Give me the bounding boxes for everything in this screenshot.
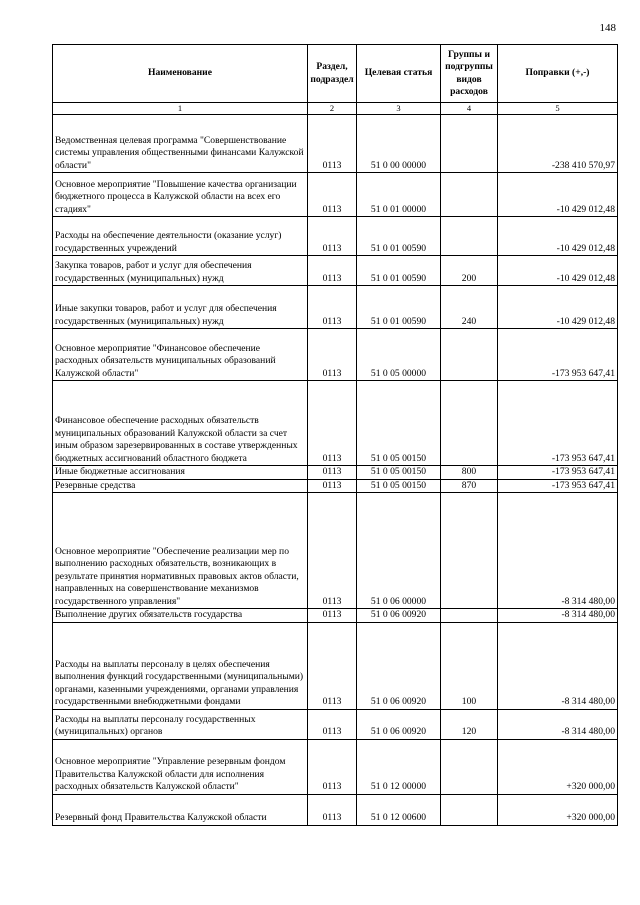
- row-amount: -173 953 647,41: [498, 381, 618, 466]
- row-article: 51 0 06 00920: [357, 622, 441, 709]
- row-name: Резервные средства: [53, 479, 308, 493]
- row-amount: -238 410 570,97: [498, 115, 618, 173]
- table-row: [53, 217, 618, 256]
- table-row: [53, 794, 618, 825]
- row-amount: -10 429 012,48: [498, 173, 618, 217]
- row-amount: -173 953 647,41: [498, 479, 618, 493]
- row-article: 51 0 01 00590: [357, 256, 441, 286]
- row-amount: -8 314 480,00: [498, 622, 618, 709]
- table-header-row: [53, 45, 618, 103]
- row-section: 0113: [308, 493, 357, 609]
- row-group: 800: [441, 466, 498, 480]
- row-section: 0113: [308, 381, 357, 466]
- row-section: 0113: [308, 115, 357, 173]
- row-name: Основное мероприятие "Обеспечение реализации мер по выполнению расходных обязательств, возникающих в результате принятия нормативных правовых актов области, направленных на совершенствование механизмов государственного управления": [53, 493, 308, 609]
- row-name: Основное мероприятие "Финансовое обеспечение расходных обязательств муниципальных образований Калужской области": [53, 329, 308, 381]
- row-name: Иные закупки товаров, работ и услуг для обеспечения государственных (муниципальных) нужд: [53, 286, 308, 329]
- header-article: Целевая статья: [357, 45, 441, 103]
- row-section: 0113: [308, 217, 357, 256]
- row-amount: +320 000,00: [498, 794, 618, 825]
- row-article: 51 0 01 00000: [357, 173, 441, 217]
- column-number: 5: [498, 103, 618, 115]
- row-name: Расходы на выплаты персоналу в целях обеспечения выполнения функций государственными (муниципальными) органами, казенными учреждениями, органами управления государственными внебюджетными фондами: [53, 622, 308, 709]
- row-group: [441, 493, 498, 609]
- row-article: 51 0 05 00150: [357, 466, 441, 480]
- row-amount: +320 000,00: [498, 739, 618, 794]
- header-amount: Поправки (+,-): [498, 45, 618, 103]
- column-number-row: [53, 103, 618, 115]
- row-section: 0113: [308, 794, 357, 825]
- row-section: 0113: [308, 329, 357, 381]
- row-name: Закупка товаров, работ и услуг для обеспечения государственных (муниципальных) нужд: [53, 256, 308, 286]
- table-row: [53, 709, 618, 739]
- row-section: 0113: [308, 286, 357, 329]
- table-row: [53, 739, 618, 794]
- row-article: 51 0 00 00000: [357, 115, 441, 173]
- row-name: Основное мероприятие "Повышение качества организации бюджетного процесса в Калужской области на всех его стадиях": [53, 173, 308, 217]
- header-name: Наименование: [53, 45, 308, 103]
- row-name: Расходы на выплаты персоналу государственных (муниципальных) органов: [53, 709, 308, 739]
- row-name: Иные бюджетные ассигнования: [53, 466, 308, 480]
- row-amount: -173 953 647,41: [498, 329, 618, 381]
- row-group: [441, 739, 498, 794]
- row-article: 51 0 06 00000: [357, 493, 441, 609]
- row-group: [441, 609, 498, 623]
- table-body: [53, 115, 618, 826]
- table-row: [53, 115, 618, 173]
- budget-table: [52, 44, 618, 826]
- row-group: 870: [441, 479, 498, 493]
- row-group: 120: [441, 709, 498, 739]
- row-article: 51 0 01 00590: [357, 217, 441, 256]
- table-row: [53, 466, 618, 480]
- column-number: 2: [308, 103, 357, 115]
- row-section: 0113: [308, 466, 357, 480]
- row-amount: -8 314 480,00: [498, 493, 618, 609]
- row-name: Расходы на обеспечение деятельности (оказание услуг) государственных учреждений: [53, 217, 308, 256]
- table-row: [53, 479, 618, 493]
- header-group: Группы и подгруппы видов расходов: [441, 45, 498, 103]
- table-row: [53, 493, 618, 609]
- row-section: 0113: [308, 609, 357, 623]
- row-article: 51 0 06 00920: [357, 609, 441, 623]
- row-group: 100: [441, 622, 498, 709]
- row-section: 0113: [308, 256, 357, 286]
- row-section: 0113: [308, 622, 357, 709]
- table-row: [53, 381, 618, 466]
- row-name: Финансовое обеспечение расходных обязательств муниципальных образований Калужской области за счет иным образом зарезервированных в составе утвержденных бюджетных ассигнований областного бюджета: [53, 381, 308, 466]
- row-name: Основное мероприятие "Управление резервным фондом Правительства Калужской области для исполнения расходных обязательств Калужской области": [53, 739, 308, 794]
- row-group: [441, 329, 498, 381]
- row-article: 51 0 05 00000: [357, 329, 441, 381]
- row-amount: -8 314 480,00: [498, 709, 618, 739]
- row-article: 51 0 12 00600: [357, 794, 441, 825]
- row-group: 200: [441, 256, 498, 286]
- row-section: 0113: [308, 173, 357, 217]
- row-group: [441, 381, 498, 466]
- row-article: 51 0 12 00000: [357, 739, 441, 794]
- column-number: 1: [53, 103, 308, 115]
- row-group: [441, 115, 498, 173]
- row-article: 51 0 06 00920: [357, 709, 441, 739]
- row-group: [441, 794, 498, 825]
- table-row: [53, 256, 618, 286]
- row-section: 0113: [308, 709, 357, 739]
- row-amount: -173 953 647,41: [498, 466, 618, 480]
- table-row: [53, 173, 618, 217]
- row-amount: -10 429 012,48: [498, 256, 618, 286]
- row-name: Резервный фонд Правительства Калужской области: [53, 794, 308, 825]
- row-article: 51 0 05 00150: [357, 381, 441, 466]
- row-amount: -8 314 480,00: [498, 609, 618, 623]
- row-amount: -10 429 012,48: [498, 286, 618, 329]
- row-article: 51 0 01 00590: [357, 286, 441, 329]
- table-row: [53, 286, 618, 329]
- page-number: 148: [599, 22, 616, 34]
- row-name: Ведомственная целевая программа "Совершенствование системы управления общественными финансами Калужской области": [53, 115, 308, 173]
- row-group: [441, 217, 498, 256]
- row-group: [441, 173, 498, 217]
- table-row: [53, 329, 618, 381]
- row-section: 0113: [308, 479, 357, 493]
- row-section: 0113: [308, 739, 357, 794]
- row-group: 240: [441, 286, 498, 329]
- row-amount: -10 429 012,48: [498, 217, 618, 256]
- table-row: [53, 609, 618, 623]
- column-number: 3: [357, 103, 441, 115]
- row-article: 51 0 05 00150: [357, 479, 441, 493]
- header-section: Раздел, подраздел: [308, 45, 357, 103]
- column-number: 4: [441, 103, 498, 115]
- row-name: Выполнение других обязательств государства: [53, 609, 308, 623]
- table-row: [53, 622, 618, 709]
